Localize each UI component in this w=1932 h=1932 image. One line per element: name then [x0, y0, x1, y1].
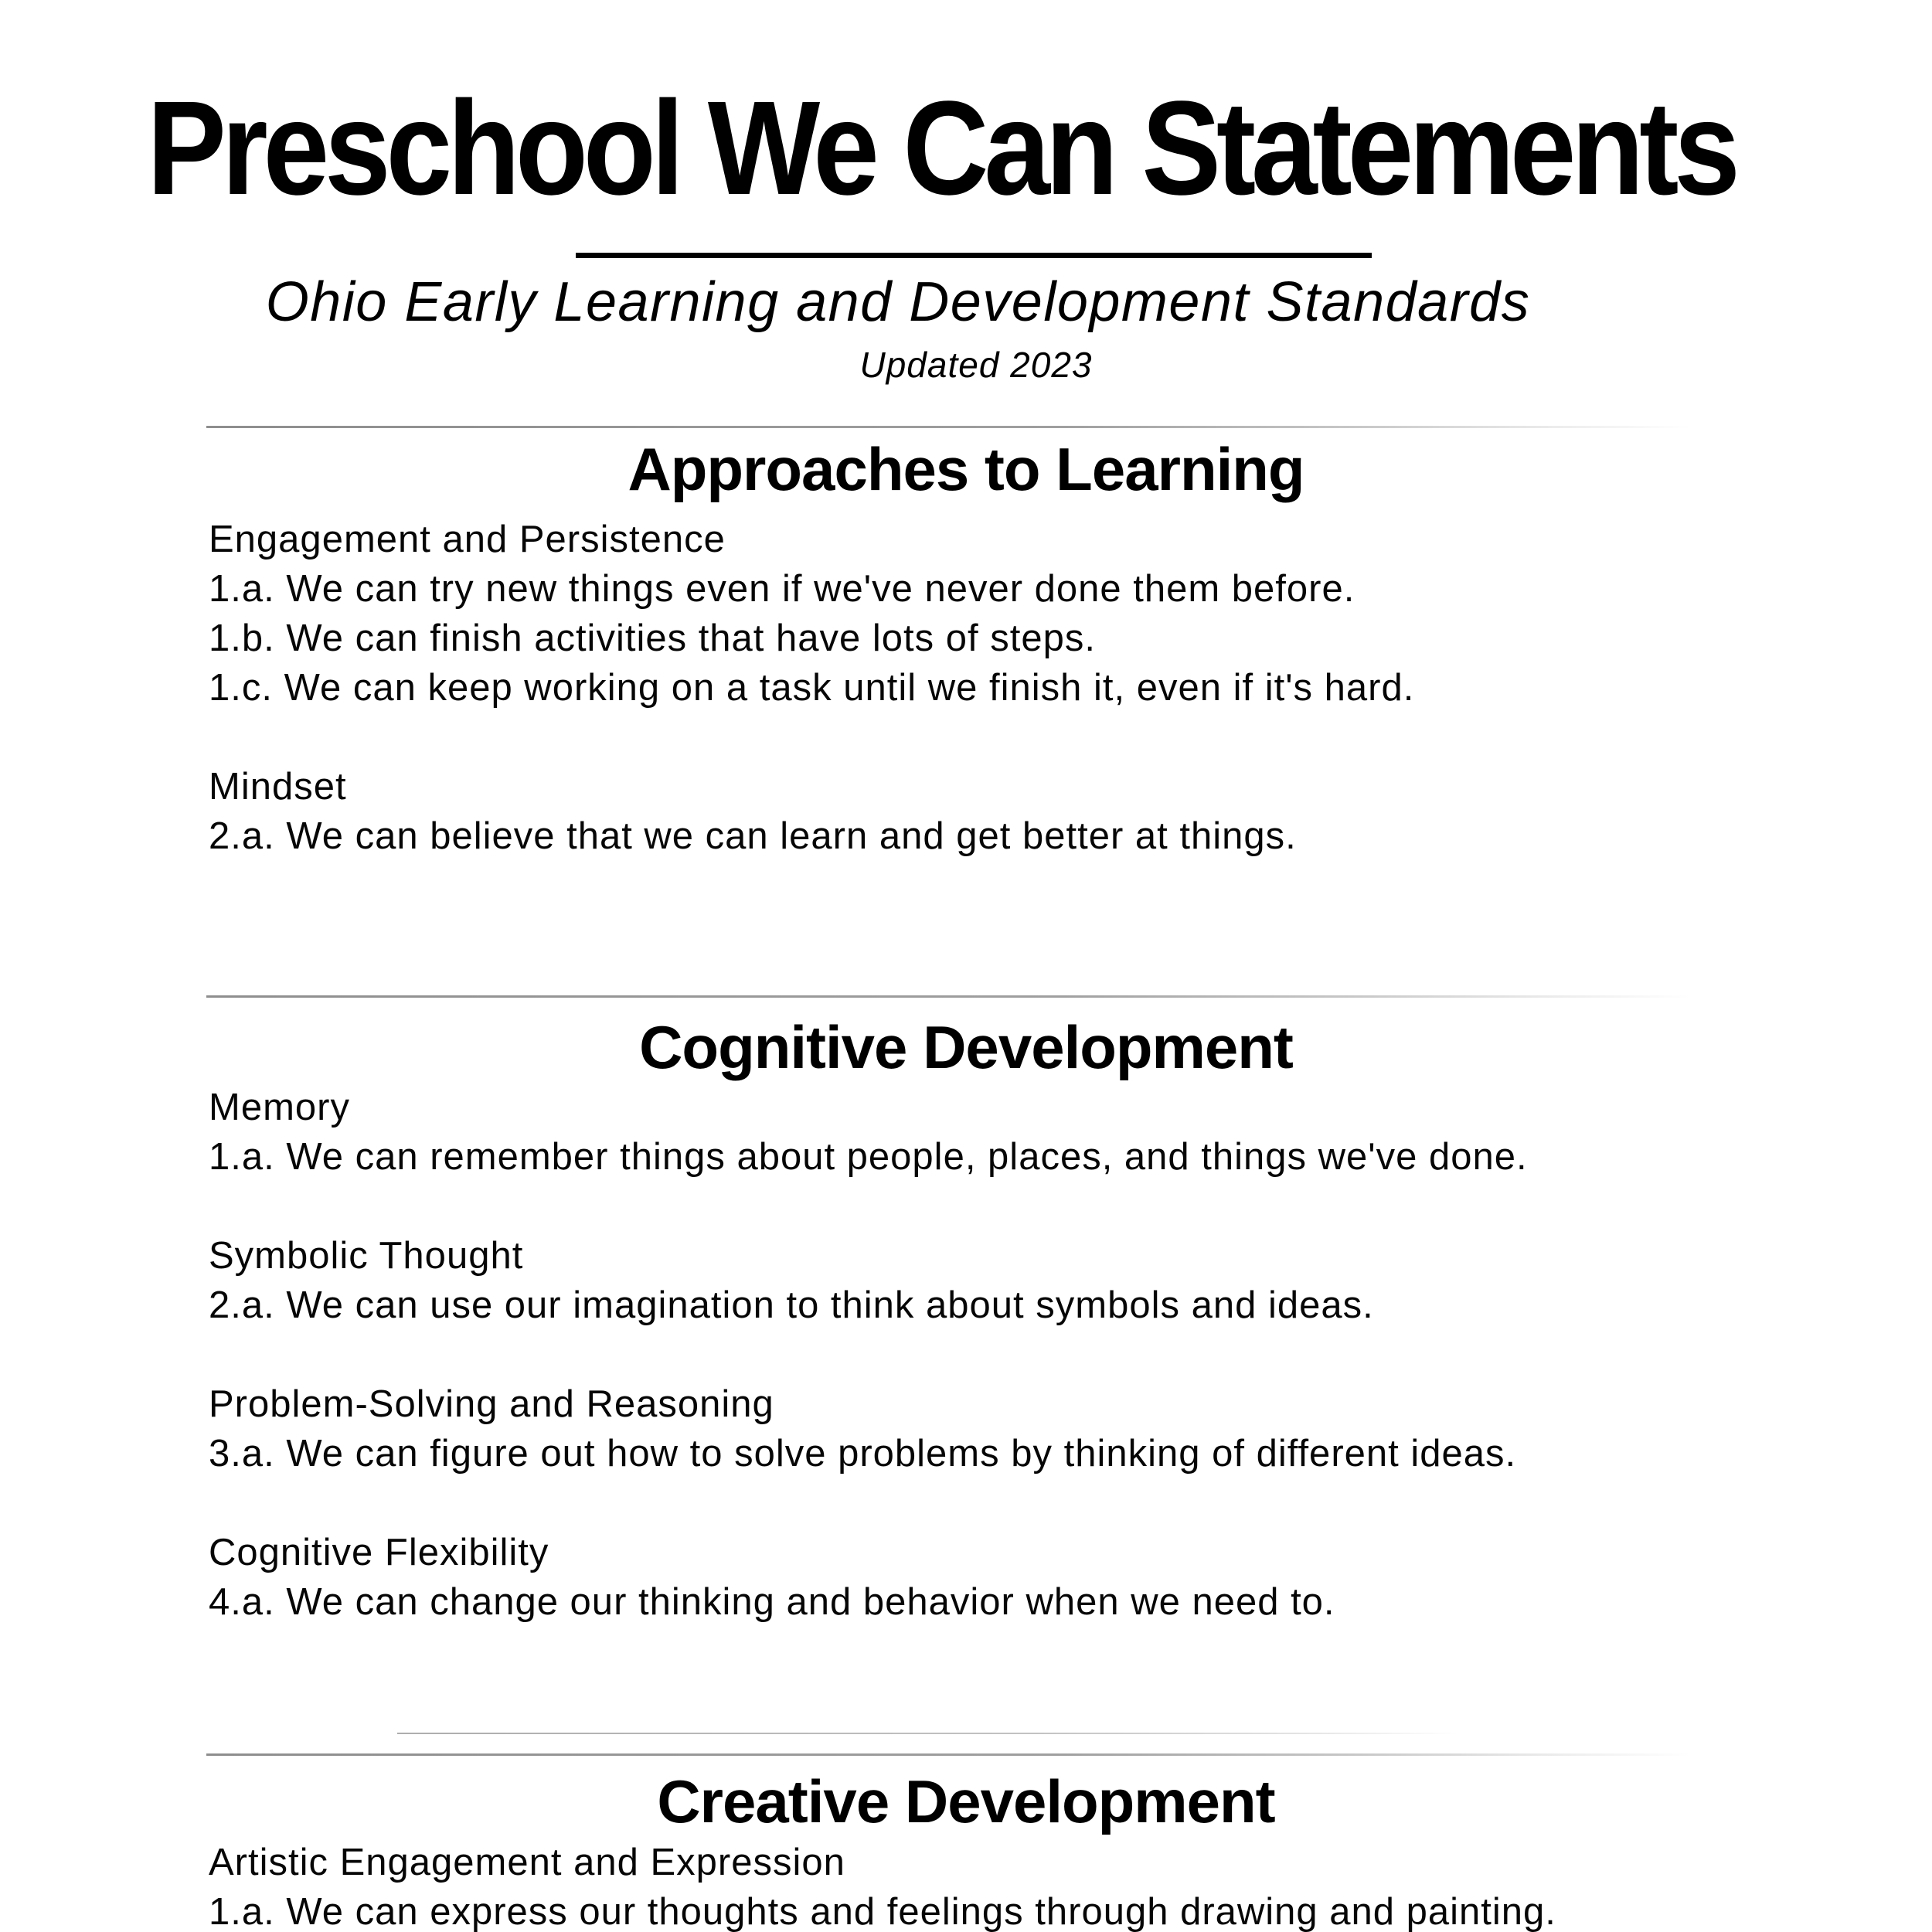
standard-group: [209, 1083, 1855, 1182]
statement: 4.a. We can change our thinking and behavior when we need to.: [209, 1581, 1335, 1623]
statement: 3.a. We can figure out how to solve problems by thinking of different ideas.: [209, 1433, 1517, 1475]
standard-group: [209, 1231, 1855, 1330]
statement: 1.a. We can try new things even if we've never done them before.: [209, 568, 1355, 610]
group-label: Memory: [209, 1087, 350, 1128]
updated-note: Updated 2023: [859, 345, 1093, 385]
section-heading-creative-development: Creative Development: [657, 1767, 1275, 1835]
section-divider: [206, 1753, 1752, 1756]
title-underline: [576, 253, 1372, 258]
standard-group: [209, 1528, 1855, 1627]
group-label: Mindset: [209, 766, 347, 808]
statement: 1.a. We can express our thoughts and feelings through drawing and painting.: [209, 1891, 1556, 1932]
group-label: Symbolic Thought: [209, 1235, 524, 1277]
section-divider: [206, 995, 1752, 998]
section-divider: [206, 426, 1752, 428]
statement: 1.b. We can finish activities that have lots of steps.: [209, 617, 1096, 659]
standard-group: [209, 1379, 1855, 1478]
section-body-creative-development: [209, 1838, 1855, 1932]
standard-group: [209, 515, 1855, 713]
section-heading-approaches-to-learning: Approaches to Learning: [628, 435, 1304, 503]
page-title: Preschool We Can Statements: [147, 73, 1736, 223]
group-label: Problem-Solving and Reasoning: [209, 1383, 774, 1425]
standard-group: [209, 762, 1855, 861]
statement: 1.c. We can keep working on a task until we finish it, even if it's hard.: [209, 667, 1415, 709]
section-heading-cognitive-development: Cognitive Development: [639, 1013, 1293, 1081]
standard-group: [209, 1838, 1855, 1932]
statement: 1.a. We can remember things about people, places, and things we've done.: [209, 1136, 1528, 1178]
section-divider-short: [397, 1733, 1551, 1734]
statement: 2.a. We can use our imagination to think about symbols and ideas.: [209, 1284, 1374, 1326]
group-label: Artistic Engagement and Expression: [209, 1842, 845, 1883]
group-label: Cognitive Flexibility: [209, 1532, 549, 1573]
section-body-cognitive-development: [209, 1083, 1855, 1676]
section-body-approaches-to-learning: [209, 515, 1855, 910]
statement: 2.a. We can believe that we can learn and get better at things.: [209, 815, 1297, 857]
page-subtitle: Ohio Early Learning and Development Standards: [265, 271, 1531, 333]
group-label: Engagement and Persistence: [209, 519, 726, 560]
